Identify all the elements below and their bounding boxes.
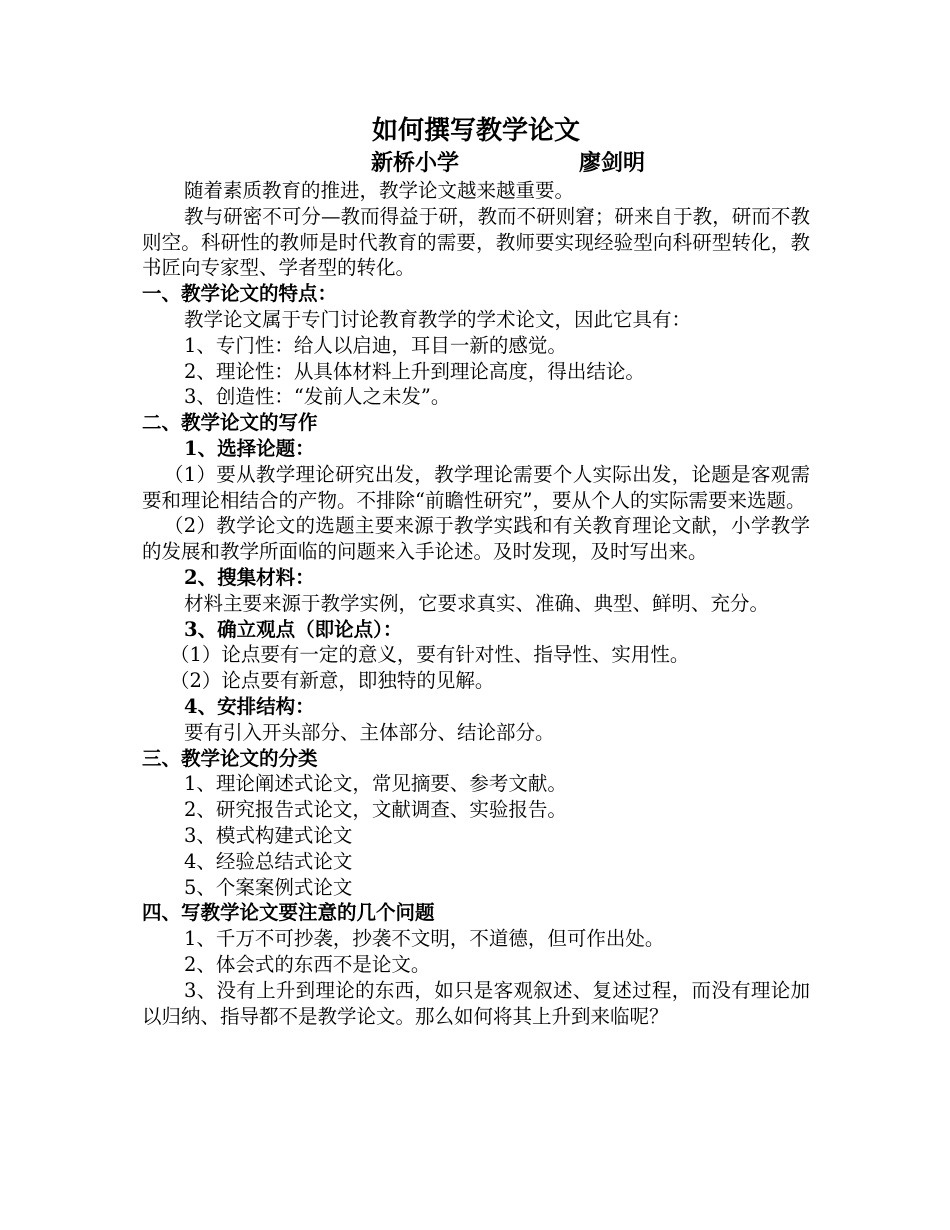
list-item: 3、没有上升到理论的东西，如只是客观叙述、复述过程，而没有理论加以归纳、指导都不是教学论文。那么如何将其上升到来临呢？ xyxy=(142,978,810,1028)
list-item: 3、模式构建式论文 xyxy=(184,823,353,847)
paragraph: 教与研密不可分—教而得益于研，教而不研则窘；研来自于教，研而不教则空。科研性的教师是时代教育的需要，教师要实现经验型向科研型转化，教书匠向专家型、学者型的转化。 xyxy=(142,204,810,280)
author-name: 廖剑明 xyxy=(579,150,646,176)
section-heading: 二、教学论文的写作 xyxy=(142,411,318,435)
paragraph: 材料主要来源于教学实例，它要求真实、准确、典型、鲜明、充分。 xyxy=(184,591,770,615)
subsection-heading: 1、选择论题： xyxy=(184,436,315,460)
list-item: 2、体会式的东西不是论文。 xyxy=(184,952,431,976)
section-heading: 一、教学论文的特点： xyxy=(142,282,338,306)
list-item: （1）论点要有一定的意义，要有针对性、指导性、实用性。 xyxy=(170,643,690,667)
list-item: 1、千万不可抄袭，抄袭不文明，不道德，但可作出处。 xyxy=(184,927,665,951)
subsection-heading: 4、安排结构： xyxy=(184,694,315,718)
list-item: 2、研究报告式论文，文献调查、实验报告。 xyxy=(184,798,567,822)
paragraph: （2）教学论文的选题主要来源于教学实践和有关教育理论文献，小学教学的发展和教学所面临的问题来入手论述。及时发现，及时写出来。 xyxy=(142,514,810,564)
school-name: 新桥小学 xyxy=(370,150,459,176)
subsection-heading: 2、搜集材料： xyxy=(184,565,315,589)
list-item: 1、专门性：给人以启迪，耳目一新的感觉。 xyxy=(184,333,567,357)
document-body xyxy=(142,114,810,1029)
byline xyxy=(142,148,810,178)
subsection-heading: 3、确立观点（即论点）： xyxy=(184,617,403,641)
paragraph: （1）要从教学理论研究出发，教学理论需要个人实际出发，论题是客观需要和理论相结合的产物。不排除“前瞻性研究”，要从个人的实际需要来选题。 xyxy=(142,462,810,512)
list-item: 4、经验总结式论文 xyxy=(184,849,353,873)
paragraph: 教学论文属于专门讨论教育教学的学术论文，因此它具有： xyxy=(184,307,692,331)
list-item: 2、理论性：从具体材料上升到理论高度，得出结论。 xyxy=(184,359,645,383)
document-title: 如何撰写教学论文 xyxy=(371,116,580,146)
section-heading: 四、写教学论文要注意的几个问题 xyxy=(142,901,435,925)
list-item: （2）论点要有新意，即独特的见解。 xyxy=(170,669,495,693)
list-item: 5、个案案例式论文 xyxy=(184,875,353,899)
paragraph: 要有引入开头部分、主体部分、结论部分。 xyxy=(184,720,555,744)
list-item: 3、创造性：“发前人之未发”。 xyxy=(184,385,451,409)
paragraph: 随着素质教育的推进，教学论文越来越重要。 xyxy=(184,179,575,202)
section-heading: 三、教学论文的分类 xyxy=(142,746,318,770)
list-item: 1、理论阐述式论文，常见摘要、参考文献。 xyxy=(184,772,567,796)
